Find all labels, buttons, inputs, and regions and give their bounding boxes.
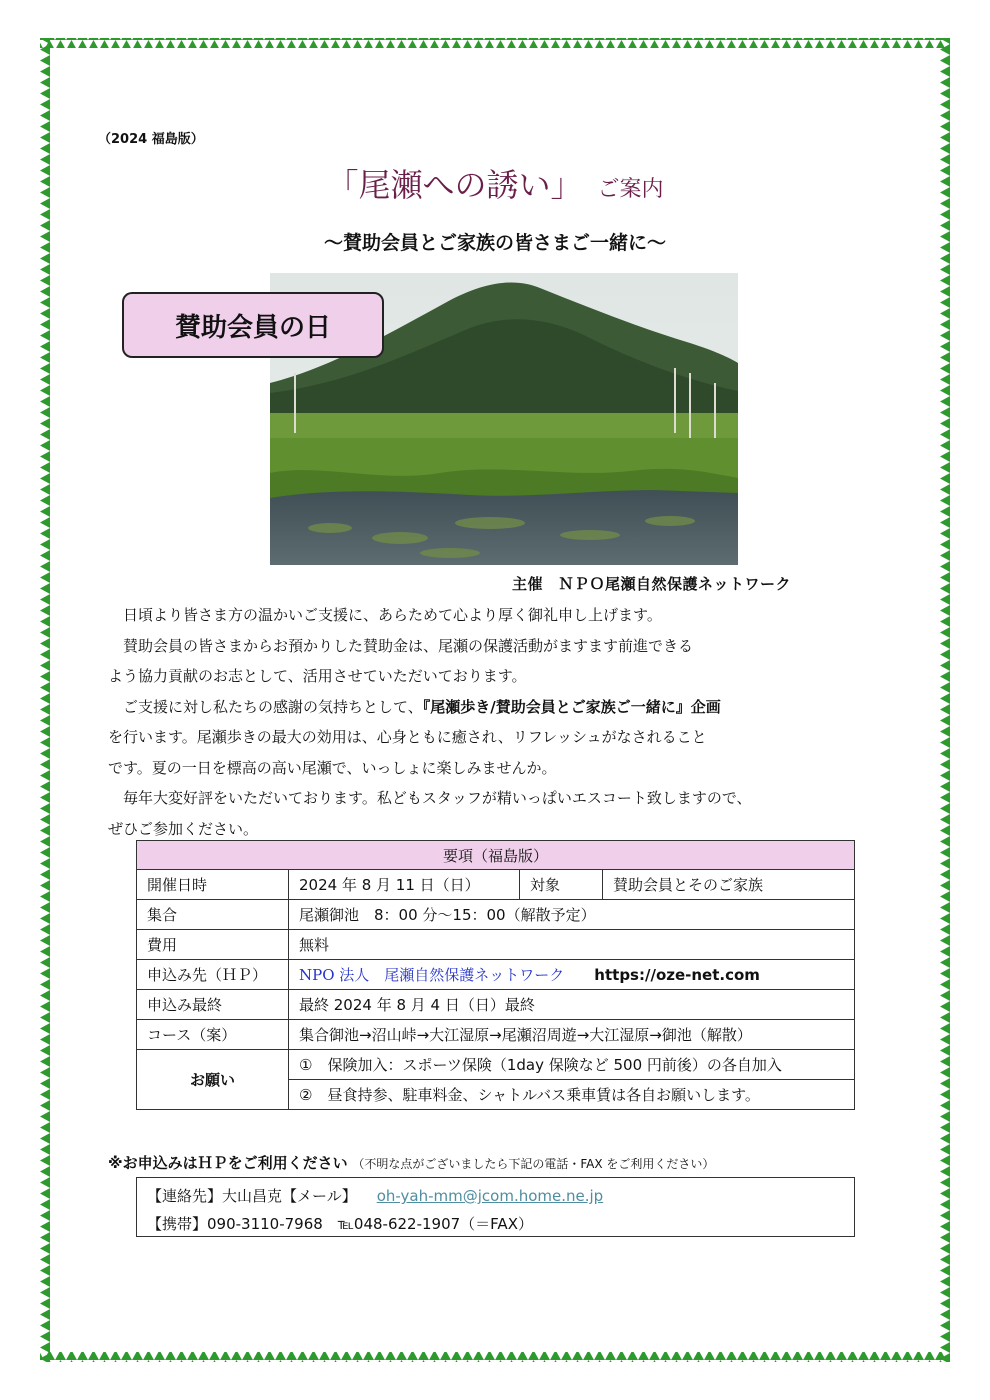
event-details-table — [136, 840, 855, 1110]
organization-link[interactable]: NPO 法人 尾瀬自然保護ネットワーク — [299, 966, 565, 984]
intro-paragraph: 毎年大変好評をいただいております。私どもスタッフが精いっぱいエスコート致しますので、 — [123, 789, 752, 807]
fee-label: 費用 — [137, 930, 289, 960]
deadline-label: 申込み最終 — [137, 990, 289, 1020]
target-value: 賛助会員とそのご家族 — [603, 870, 855, 900]
intro-paragraph: 日頃より皆さま方の温かいご支援に、あらためて心より厚く御礼申し上げます。 — [123, 606, 662, 624]
request-label: お願い — [137, 1050, 289, 1110]
organizer-line: 主催 ＮＰＯ尾瀬自然保護ネットワーク — [512, 575, 792, 593]
target-label: 対象 — [520, 870, 603, 900]
title-sub: ご案内 — [597, 177, 664, 202]
date-value: 2024 年 8 月 11 日（日） — [289, 870, 520, 900]
contact-person: 【連絡先】大山昌克【メール】 — [147, 1187, 357, 1205]
contact-line-1 — [147, 1182, 844, 1210]
table-row — [137, 870, 855, 900]
intro-paragraph: よう協力貢献のお志として、活用させていただいております。 — [108, 667, 527, 685]
supporting-member-day-badge: 賛助会員の日 — [122, 292, 384, 358]
deadline-value: 最終 2024 年 8 月 4 日（日）最終 — [289, 990, 855, 1020]
contact-line-2: 【携帯】090-3110-7968 ℡048-622-1907（＝FAX） — [147, 1215, 533, 1233]
table-row — [137, 900, 855, 930]
intro-text — [108, 600, 868, 844]
table-row — [137, 930, 855, 960]
course-value: 集合御池→沼山峠→大江湿原→尾瀬沼周遊→大江湿原→御池（解散） — [289, 1020, 855, 1050]
website-url[interactable]: https://oze-net.com — [594, 966, 760, 984]
notice-main: ※お申込みはＨＰをご利用ください — [108, 1154, 348, 1172]
request-item-1: ① 保険加入：スポーツ保険（1day 保険など 500 円前後）の各自加入 — [289, 1050, 855, 1080]
date-label: 開催日時 — [137, 870, 289, 900]
page-title — [0, 160, 990, 206]
intro-paragraph: です。夏の一日を標高の高い尾瀬で、いっしょに楽しみませんか。 — [108, 758, 557, 777]
application-notice — [108, 1152, 714, 1173]
table-row — [137, 841, 855, 870]
subtitle: ～賛助会員とご家族の皆さまご一緒に～ — [323, 232, 666, 254]
table-row — [137, 1020, 855, 1050]
intro-paragraph: を行います。尾瀬歩きの最大の効用は、心身ともに癒され、リフレッシュがなされること — [108, 728, 707, 746]
title-main: 「尾瀬への誘い」 — [326, 166, 583, 204]
intro-paragraph: ご支援に対し私たちの感謝の気持ちとして、『尾瀬歩き/賛助会員とご家族ご一緒に』企画 — [123, 697, 721, 716]
edition-label: （2024 福島版） — [98, 132, 204, 147]
table-row — [137, 960, 855, 990]
event-name: 『尾瀬歩き/賛助会員とご家族ご一緒に』企画 — [422, 697, 721, 716]
meeting-label: 集合 — [137, 900, 289, 930]
intro-paragraph: 賛助会員の皆さまからお預かりした賛助金は、尾瀬の保護活動がますます前進できる — [123, 636, 694, 655]
email-link[interactable]: oh-yah-mm@jcom.home.ne.jp — [376, 1187, 604, 1205]
meeting-value: 尾瀬御池 8：00 分～15：00（解散予定） — [289, 900, 855, 930]
table-header: 要項（福島版） — [137, 841, 855, 870]
contact-box — [136, 1177, 855, 1237]
notice-sub: （不明な点がございましたら下記の電話・FAX をご利用ください） — [352, 1157, 715, 1171]
course-label: コース（案） — [137, 1020, 289, 1050]
apply-label: 申込み先（ＨＰ） — [137, 960, 289, 990]
table-row — [137, 1050, 855, 1080]
table-row — [137, 990, 855, 1020]
apply-value — [289, 960, 855, 990]
intro-paragraph: ぜひご参加ください。 — [108, 819, 259, 838]
fee-value: 無料 — [289, 930, 855, 960]
request-item-2: ② 昼食持参、駐車料金、シャトルバス乗車賃は各自お願いします。 — [289, 1080, 855, 1110]
